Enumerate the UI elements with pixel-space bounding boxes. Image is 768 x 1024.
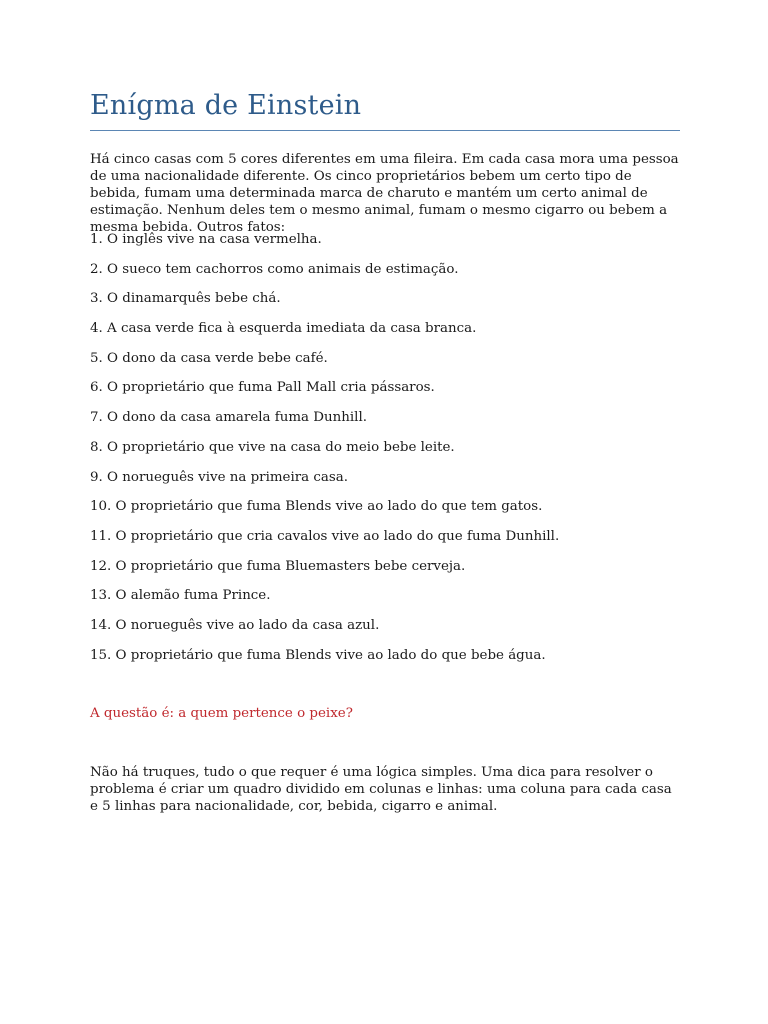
- fact-item: 6. O proprietário que fuma Pall Mall cria pássaros.: [90, 380, 435, 396]
- fact-item: 12. O proprietário que fuma Bluemasters bebe cerveja.: [90, 558, 466, 574]
- page-title: Enígma de Einstein: [90, 90, 362, 121]
- fact-item: 14. O norueguês vive ao lado da casa azul.: [90, 617, 380, 633]
- fact-item: 1. O inglês vive na casa vermelha.: [90, 232, 322, 247]
- fact-item: 13. O alemão fuma Prince.: [90, 588, 271, 604]
- fact-item: 3. O dinamarquês bebe chá.: [90, 291, 281, 307]
- question-line: A questão é: a quem pertence o peixe?: [90, 706, 353, 721]
- intro-paragraph: Há cinco casas com 5 cores diferentes em uma fileira. Em cada casa mora uma pessoa de uma nacionalidade diferente. Os cinco proprietários bebem um certo tipo de bebida, fumam uma determinada marca de charuto e mantém um certo animal de estimação. Nenhum deles tem o mesmo animal, fumam o mesmo cigarro ou bebem a mesma bebida. Outros fatos:: [90, 152, 679, 235]
- fact-item: 4. A casa verde fica à esquerda imediata da casa branca.: [90, 321, 477, 337]
- fact-item: 15. O proprietário que fuma Blends vive ao lado do que bebe água.: [90, 647, 546, 663]
- fact-item: 10. O proprietário que fuma Blends vive ao lado do que tem gatos.: [90, 499, 543, 515]
- fact-item: 5. O dono da casa verde bebe café.: [90, 350, 328, 366]
- fact-item: 9. O norueguês vive na primeira casa.: [90, 469, 349, 485]
- fact-item: 2. O sueco tem cachorros como animais de estimação.: [90, 261, 459, 277]
- fact-item: 7. O dono da casa amarela fuma Dunhill.: [90, 410, 367, 426]
- fact-item: 11. O proprietário que cria cavalos vive ao lado do que fuma Dunhill.: [90, 528, 560, 544]
- facts-list: [90, 231, 559, 676]
- closing-paragraph: Não há truques, tudo o que requer é uma lógica simples. Uma dica para resolver o problema é criar um quadro dividido em colunas e linhas: uma coluna para cada casa e 5 linhas para nacionalidade, cor, bebida, cigarro e animal.: [90, 765, 672, 814]
- fact-item: 8. O proprietário que vive na casa do meio bebe leite.: [90, 439, 455, 455]
- title-divider: [90, 130, 680, 131]
